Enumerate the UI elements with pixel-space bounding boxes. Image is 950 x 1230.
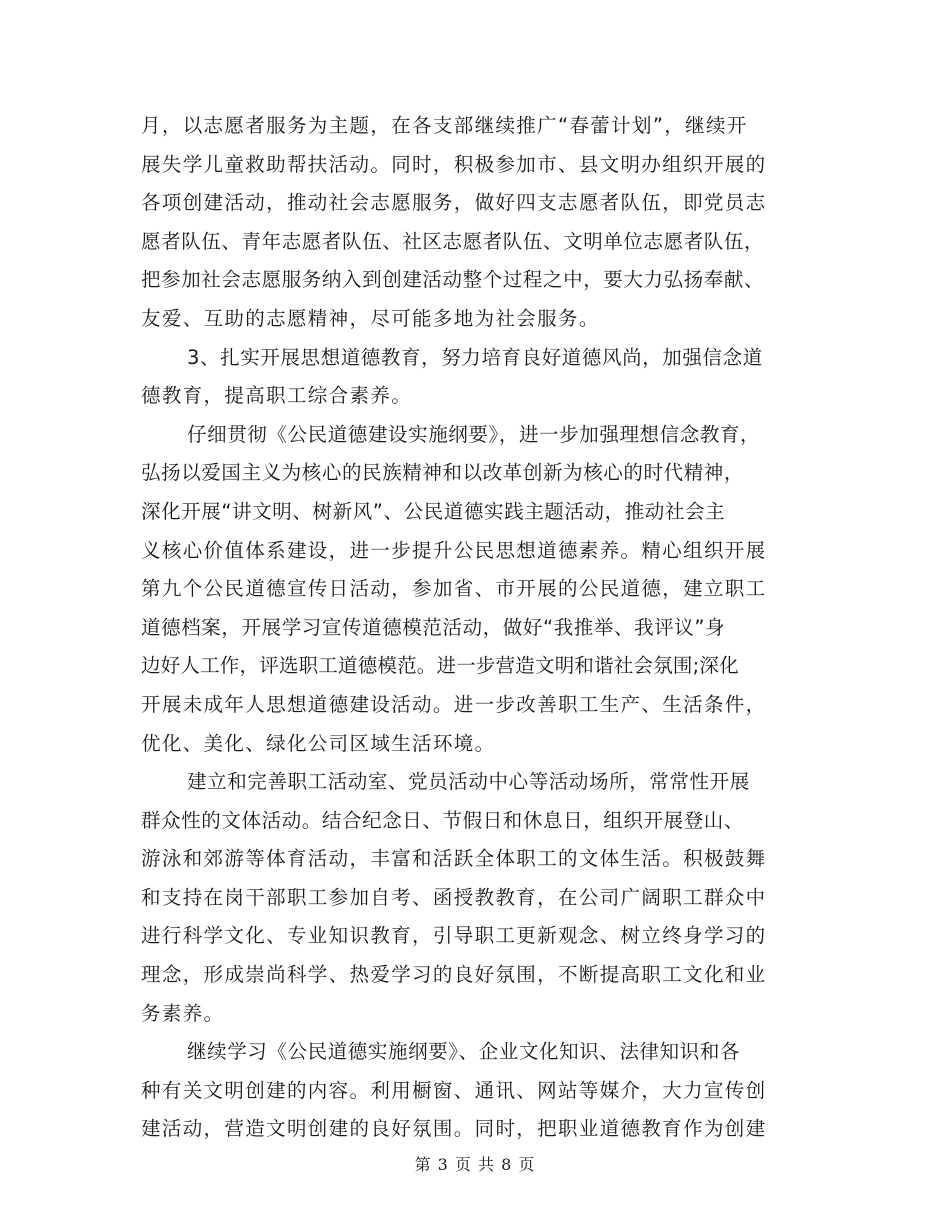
text-line: 友爱、互助的志愿精神，尽可能多地为社会服务。 bbox=[141, 306, 600, 330]
text-line: 第九个公民道德宣传日活动，参加省、市开展的公民道德，建立职工 bbox=[141, 577, 767, 601]
text-line: 进行科学文化、专业知识教育，引导职工更新观念、树立终身学习的 bbox=[141, 924, 767, 948]
text-line: 和支持在岗干部职工参加自考、函授教教育，在公司广阔职工群众中 bbox=[141, 885, 767, 909]
text-line: 深化开展“讲文明、树新风”、公民道德实践主题活动，推动社会主 bbox=[141, 499, 726, 523]
text-line: 群众性的文体活动。结合纪念日、节假日和休息日，组织开展登山、 bbox=[141, 808, 745, 832]
paragraph-first-line: 建立和完善职工活动室、党员活动中心等活动场所，常常性开展 bbox=[187, 770, 750, 794]
text-line: 展失学儿童救助帮扶活动。同时，积极参加市、县文明办组织开展的 bbox=[141, 152, 767, 176]
text-line: 各项创建活动，推动社会志愿服务，做好四支志愿者队伍，即党员志 bbox=[141, 191, 767, 215]
paragraph-first-line: 仔细贯彻《公民道德建设实施纲要》，进一步加强理想信念教育， bbox=[187, 422, 761, 446]
paragraph-first-line: 3、扎实开展思想道德教育，努力培育良好道德风尚，加强信念道 bbox=[187, 345, 763, 369]
text-line: 把参加社会志愿服务纳入到创建活动整个过程之中，要大力弘扬奉献、 bbox=[141, 268, 765, 292]
text-line: 建活动，营造文明创建的良好氛围。同时，把职业道德教育作为创建 bbox=[141, 1117, 767, 1141]
text-line: 开展未成年人思想道德建设活动。进一步改善职工生产、生活条件， bbox=[141, 692, 767, 716]
text-line: 德教育，提高职工综合素养。 bbox=[141, 384, 413, 408]
paragraph-first-line: 继续学习《公民道德实施纲要》、企业文化知识、法律知识和各 bbox=[187, 1040, 741, 1064]
text-line: 游泳和郊游等体育活动，丰富和活跃全体职工的文体生活。积极鼓舞 bbox=[141, 847, 767, 871]
text-line: 务素养。 bbox=[141, 1001, 225, 1025]
page-number-footer: 第 3 页 共 8 页 bbox=[414, 1155, 536, 1174]
text-line: 愿者队伍、青年志愿者队伍、社区志愿者队伍、文明单位志愿者队伍， bbox=[141, 229, 765, 253]
text-line: 弘扬以爱国主义为核心的民族精神和以改革创新为核心的时代精神， bbox=[141, 461, 745, 485]
body-text bbox=[141, 107, 809, 1149]
text-line: 种有关文明创建的内容。利用橱窗、通讯、网站等媒介，大力宣传创 bbox=[141, 1078, 767, 1102]
text-line: 道德档案，开展学习宣传道德模范活动，做好“我推举、我评议”身 bbox=[141, 615, 726, 639]
text-line: 义核心价值体系建设，进一步提升公民思想道德素养。精心组织开展 bbox=[141, 538, 767, 562]
text-line: 优化、美化、绿化公司区域生活环境。 bbox=[141, 731, 496, 755]
text-line: 理念，形成崇尚科学、热爱学习的良好氛围，不断提高职工文化和业 bbox=[141, 963, 767, 987]
text-line: 月，以志愿者服务为主题，在各支部继续推广“春蕾计划”，继续开 bbox=[141, 114, 748, 137]
text-line: 边好人工作，评选职工道德模范。进一步营造文明和谐社会氛围;深化 bbox=[141, 654, 739, 678]
